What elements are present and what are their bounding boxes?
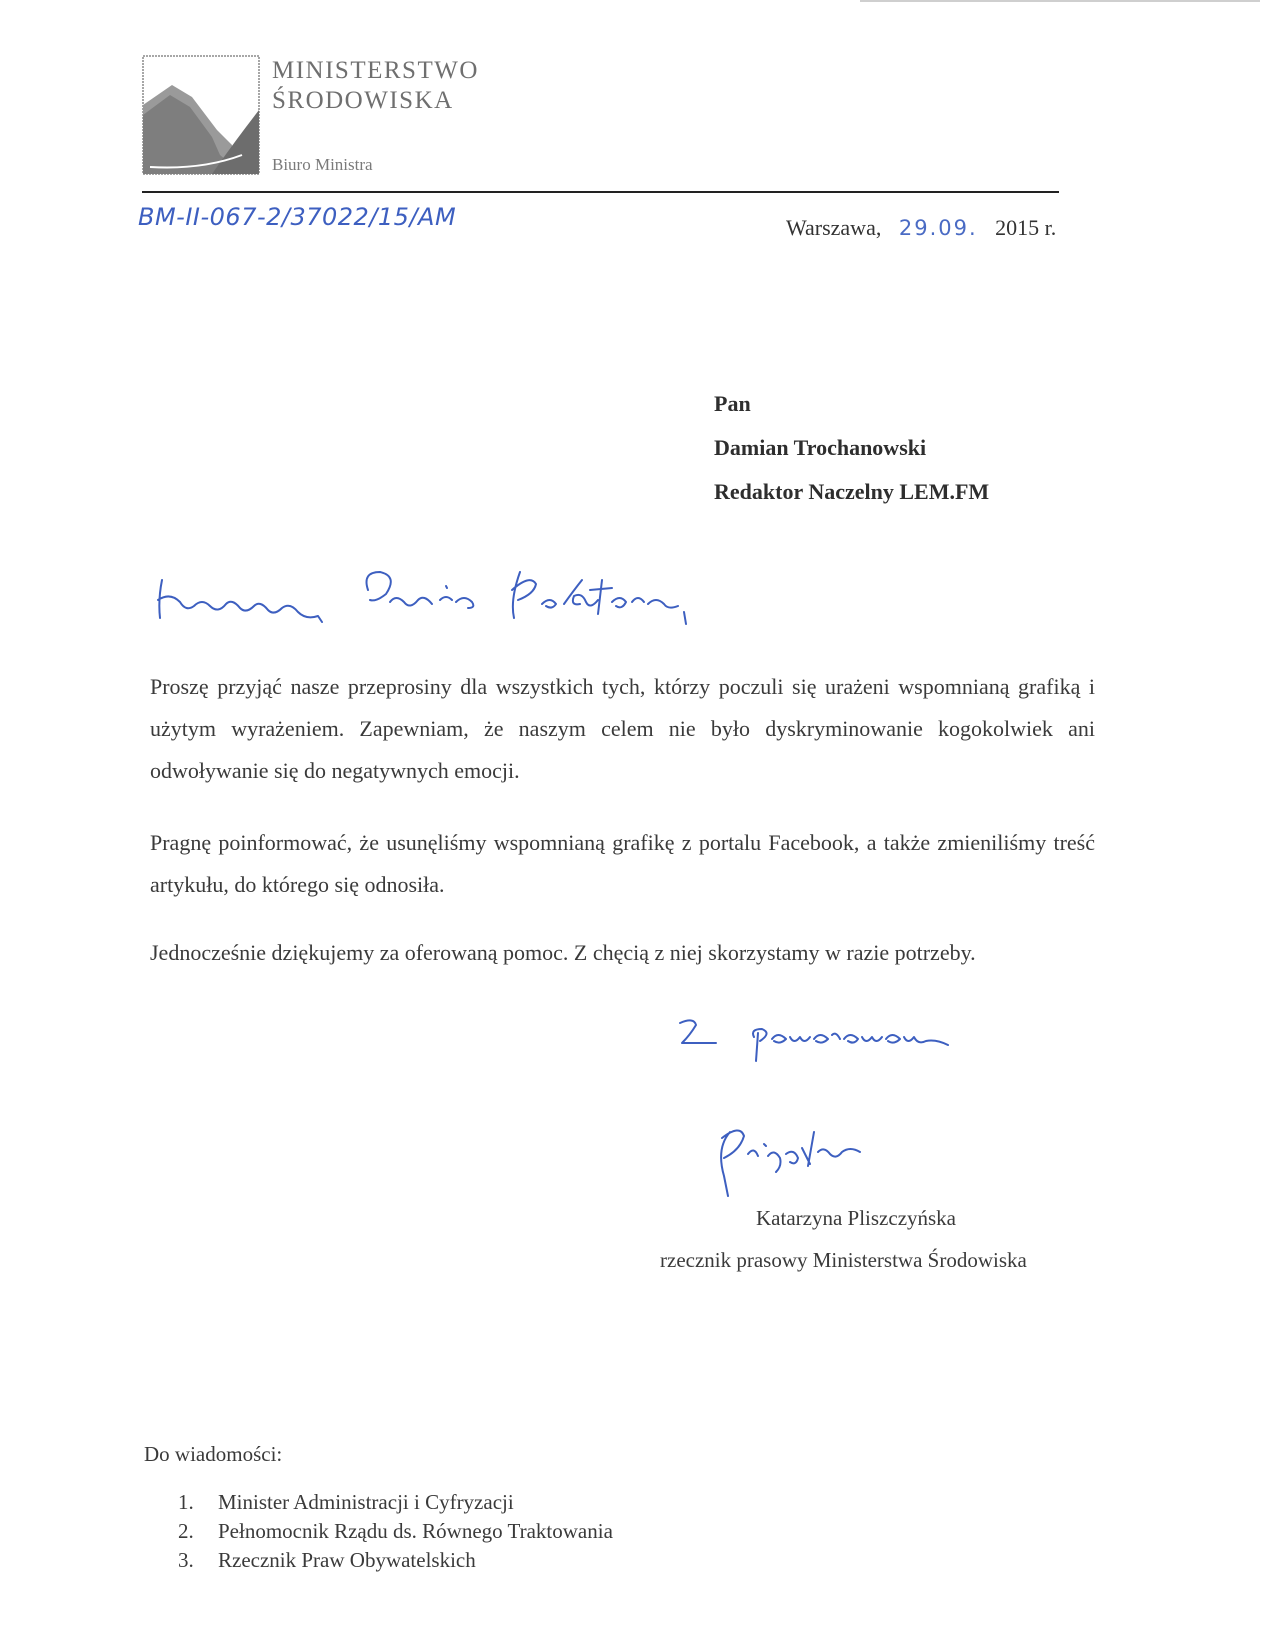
scan-edge-line xyxy=(860,0,1260,2)
distribution-item-text: Pełnomocnik Rządu ds. Równego Traktowania xyxy=(218,1519,613,1543)
body-paragraph-1: Proszę przyjąć nasze przeprosiny dla wszystkich tych, którzy poczuli się urażeni wspomnianą grafiką i użytym wyrażeniem. Zapewniam, że naszym celem nie było dyskryminowanie kogokolwiek ani odwoływanie się do negatywnych emocji. xyxy=(150,674,1095,783)
org-name xyxy=(272,56,479,116)
place-date xyxy=(786,215,1056,241)
distribution-item-number: 2. xyxy=(178,1519,194,1543)
signer-name: Katarzyna Pliszczyńska xyxy=(756,1206,957,1230)
org-name-line1: MINISTERSTWO xyxy=(272,57,479,84)
distribution-item xyxy=(178,1546,613,1575)
place: Warszawa, xyxy=(786,215,882,240)
signer-role: rzecznik prasowy Ministerstwa Środowiska xyxy=(660,1248,1027,1272)
ministry-logo xyxy=(142,55,260,175)
signature xyxy=(710,1118,930,1198)
date-handwritten: 29.09. xyxy=(898,216,978,240)
body-paragraph-2: Pragnę poinformować, że usunęliśmy wspomnianą grafikę z portalu Facebook, a także zmieniliśmy treść artykułu, do którego się odnosiła. xyxy=(150,830,1095,897)
department-name: Biuro Ministra xyxy=(272,155,373,174)
salutation-handwritten xyxy=(150,560,710,630)
distribution-item xyxy=(178,1488,613,1517)
body-paragraph-3: Jednocześnie dziękujemy za oferowaną pomoc. Z chęcią z niej skorzystamy w razie potrzeby. xyxy=(150,940,976,965)
year: 2015 r. xyxy=(995,215,1057,240)
distribution-title: Do wiadomości: xyxy=(144,1442,283,1466)
reference-number-handwritten xyxy=(138,195,458,235)
recipient-line1: Pan xyxy=(714,391,751,416)
distribution-item-text: Rzecznik Praw Obywatelskich xyxy=(218,1548,476,1572)
distribution-list xyxy=(178,1488,613,1575)
distribution-item-number: 3. xyxy=(178,1548,194,1572)
distribution-item-number: 1. xyxy=(178,1490,194,1514)
svg-text:BM-II-067-2/37022/15/AM: BM-II-067-2/37022/15/AM xyxy=(138,203,457,231)
org-name-line2: ŚRODOWISKA xyxy=(272,87,454,114)
recipient-line3: Redaktor Naczelny LEM.FM xyxy=(714,479,990,504)
recipient-block xyxy=(714,382,989,514)
letterhead-rule xyxy=(142,191,1059,193)
recipient-line2: Damian Trochanowski xyxy=(714,435,927,460)
closing-handwritten xyxy=(676,1015,976,1065)
distribution-item-text: Minister Administracji i Cyfryzacji xyxy=(218,1490,514,1514)
distribution-item xyxy=(178,1517,613,1546)
